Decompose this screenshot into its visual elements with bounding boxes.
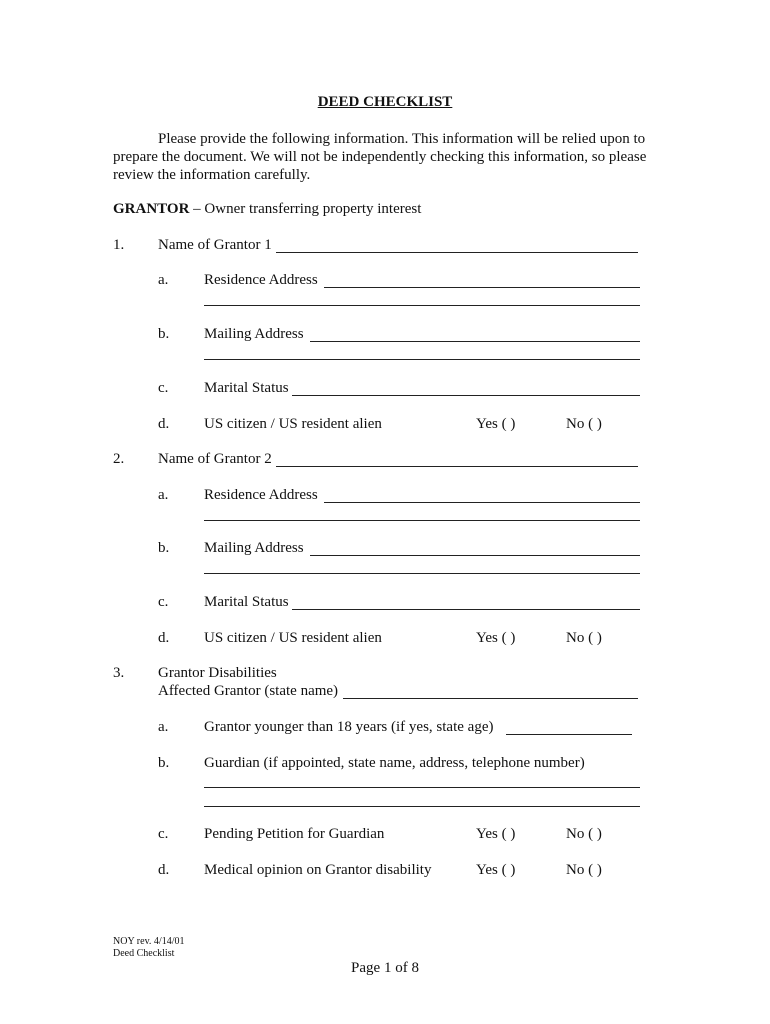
medical-opinion-yes-checkbox[interactable]: Yes ( ) [476, 862, 516, 878]
affected-grantor-label: Affected Grantor (state name) [158, 683, 339, 699]
pending-petition-no-checkbox[interactable]: No ( ) [566, 826, 602, 842]
grantor-1-citizen-label: US citizen / US resident alien [204, 416, 382, 432]
grantor-1-residence-field-line2[interactable] [204, 305, 640, 306]
item-number-1: 1. [113, 237, 125, 253]
grantor-heading-description: – Owner transferring property interest [189, 201, 422, 217]
grantor-2-residence-field[interactable] [324, 502, 640, 503]
document-title: DEED CHECKLIST [317, 94, 453, 110]
guardian-field-line1[interactable] [204, 787, 640, 788]
grantor-1-citizen-yes-checkbox[interactable]: Yes ( ) [476, 416, 516, 432]
grantor-minor-label: Grantor younger than 18 years (if yes, state age) [204, 719, 494, 735]
grantor-heading-label: GRANTOR [113, 201, 190, 217]
item-2b-letter: b. [158, 540, 170, 556]
grantor-2-name-field[interactable] [276, 466, 638, 467]
grantor-2-citizen-yes-checkbox[interactable]: Yes ( ) [476, 630, 516, 646]
medical-opinion-no-checkbox[interactable]: No ( ) [566, 862, 602, 878]
grantor-1-marital-label: Marital Status [204, 380, 289, 396]
pending-petition-yes-checkbox[interactable]: Yes ( ) [476, 826, 516, 842]
grantor-1-mailing-field[interactable] [310, 341, 640, 342]
grantor-2-citizen-label: US citizen / US resident alien [204, 630, 382, 646]
item-2a-letter: a. [158, 487, 169, 503]
grantor-1-residence-label: Residence Address [204, 272, 318, 288]
item-number-2: 2. [113, 451, 125, 467]
grantor-age-field[interactable] [506, 734, 632, 735]
item-3a-letter: a. [158, 719, 169, 735]
item-1c-letter: c. [158, 380, 169, 396]
item-number-3: 3. [113, 665, 125, 681]
grantor-2-mailing-label: Mailing Address [204, 540, 304, 556]
grantor-2-mailing-field-line2[interactable] [204, 573, 640, 574]
intro-paragraph: Please provide the following information. This information will be relied upon to prepare the document. We will not be independently checking this information, so please review the information carefully. [113, 131, 647, 183]
footer-revision [113, 936, 184, 960]
grantor-1-marital-field[interactable] [292, 395, 640, 396]
guardian-field-line2[interactable] [204, 806, 640, 807]
item-1a-letter: a. [158, 272, 169, 288]
item-2d-letter: d. [158, 630, 170, 646]
footer-document-name: Deed Checklist [113, 948, 175, 959]
item-3c-letter: c. [158, 826, 169, 842]
grantor-2-residence-field-line2[interactable] [204, 520, 640, 521]
affected-grantor-field[interactable] [343, 698, 638, 699]
grantor-2-marital-label: Marital Status [204, 594, 289, 610]
grantor-1-citizen-no-checkbox[interactable]: No ( ) [566, 416, 602, 432]
grantor-1-mailing-label: Mailing Address [204, 326, 304, 342]
guardian-label: Guardian (if appointed, state name, address, telephone number) [204, 755, 585, 771]
item-1b-letter: b. [158, 326, 170, 342]
footer-revision-text: NOY rev. 4/14/01 [113, 936, 185, 947]
grantor-1-mailing-field-line2[interactable] [204, 359, 640, 360]
page-number: Page 1 of 8 [351, 960, 419, 976]
grantor-2-mailing-field[interactable] [310, 555, 640, 556]
item-3b-letter: b. [158, 755, 170, 771]
grantor-section-heading [113, 201, 421, 218]
grantor-2-marital-field[interactable] [292, 609, 640, 610]
medical-opinion-label: Medical opinion on Grantor disability [204, 862, 432, 878]
item-1d-letter: d. [158, 416, 170, 432]
grantor-1-name-field[interactable] [276, 252, 638, 253]
grantor-1-residence-field[interactable] [324, 287, 640, 288]
pending-petition-label: Pending Petition for Guardian [204, 826, 385, 842]
grantor-2-citizen-no-checkbox[interactable]: No ( ) [566, 630, 602, 646]
grantor-2-residence-label: Residence Address [204, 487, 318, 503]
grantor-disabilities-label: Grantor Disabilities [158, 665, 277, 681]
grantor-1-name-label: Name of Grantor 1 [158, 237, 272, 253]
grantor-2-name-label: Name of Grantor 2 [158, 451, 272, 467]
item-2c-letter: c. [158, 594, 169, 610]
item-3d-letter: d. [158, 862, 170, 878]
